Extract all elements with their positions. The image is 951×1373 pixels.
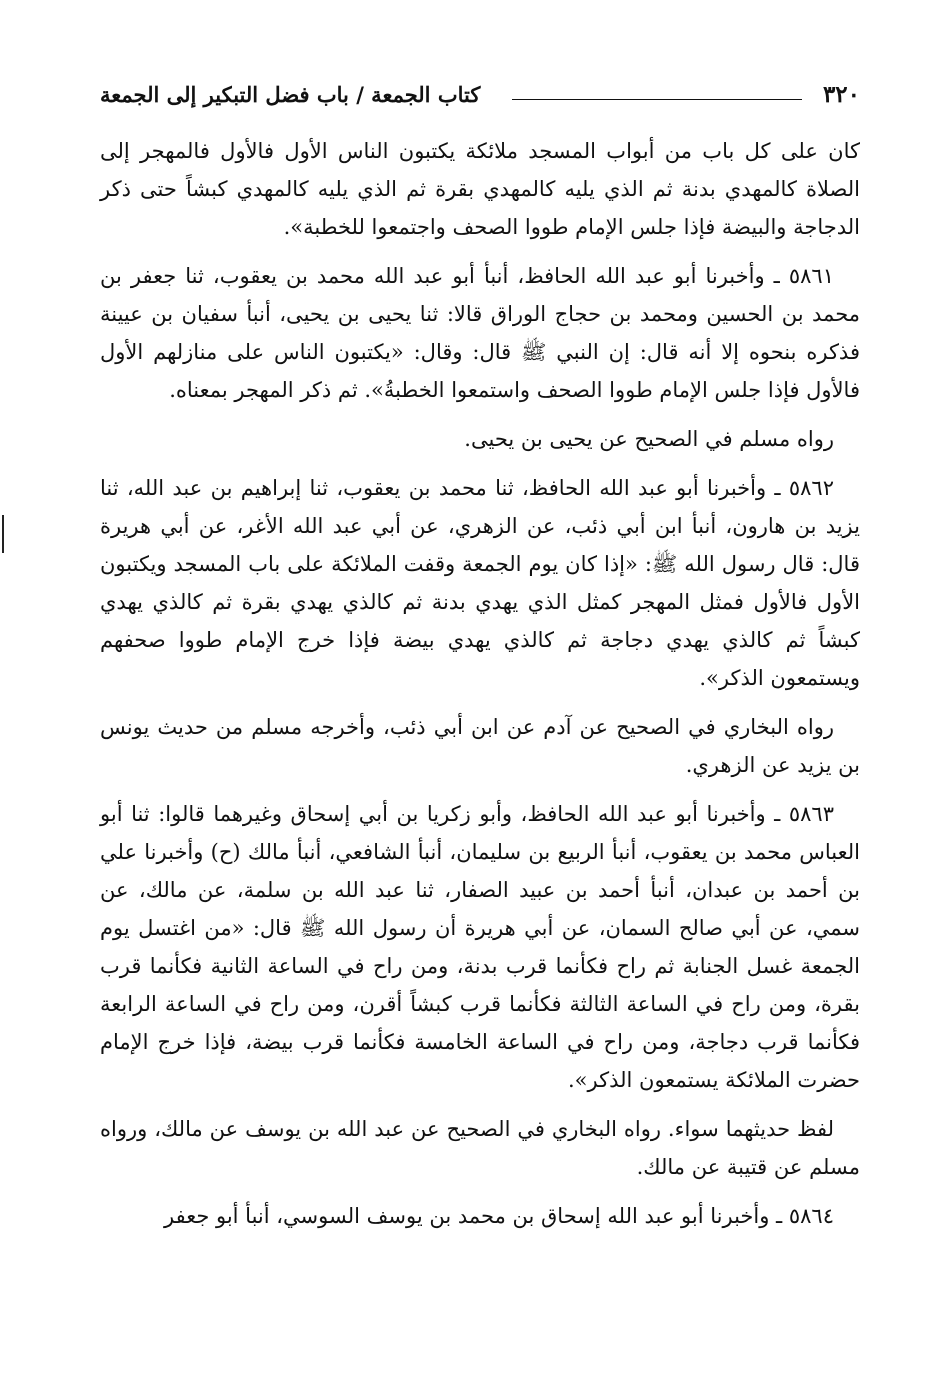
margin-mark — [2, 515, 4, 553]
running-title: كتاب الجمعة / باب فضل التبكير إلى الجمعة — [100, 82, 481, 107]
paragraph-hadith-5861: ٥٨٦١ ـ وأخبرنا أبو عبد الله الحافظ، أنبأ أبو عبد الله محمد بن يعقوب، ثنا جعفر بن محمد بن الحسين ومحمد بن حجاج الوراق قالا: ثنا يحيى بن يحيى، أنبأ سفيان بن عيينة فذكره بنحوه إلا أنه قال: إن النبي ﷺ قال: وقال: «يكتبون الناس على منازلهم الأول فالأول فإذا جلس الإمام طووا الصحف واستمعوا الخطبةُ». ثم ذكر المهجر بمعناه. — [100, 264, 860, 402]
paragraph-hadith-5864: ٥٨٦٤ ـ وأخبرنا أبو عبد الله إسحاق بن محمد بن يوسف السوسي، أنبأ أبو جعفر — [163, 1204, 834, 1228]
header-rule — [512, 99, 802, 100]
paragraph-continuation: كان على كل باب من أبواب المسجد ملائكة يكتبون الناس الأول فالأول فالمهجر إلى الصلاة كالمهدي بدنة ثم الذي يليه كالمهدي بقرة ثم الذي يليه كالمهدي كبشاً حتى ذكر الدجاجة والبيضة فإذا جلس الإمام طووا الصحف واجتمعوا للخطبة». — [100, 139, 860, 239]
paragraph-hadith-5862: ٥٨٦٢ ـ وأخبرنا أبو عبد الله الحافظ، ثنا محمد بن يعقوب، ثنا إبراهيم بن عبد الله، ثنا يزيد بن هارون، أنبأ ابن أبي ذئب، عن الزهري، عن أبي عبد الله الأغر، عن أبي هريرة قال: قال رسول الله ﷺ: «إذا كان يوم الجمعة وقفت الملائكة على باب المسجد ويكتبون الأول فالأول فمثل المهجر كمثل الذي يهدي بدنة ثم كالذي يهدي بقرة ثم كالذي يهدي كبشاً ثم كالذي يهدي دجاجة ثم كالذي يهدي بيضة فإذا خرج الإمام طووا صحفهم ويستمعون الذكر». — [100, 476, 860, 690]
page-number: ٣٢٠ — [822, 81, 860, 108]
page-body — [100, 132, 860, 1246]
paragraph-note-5862: رواه البخاري في الصحيح عن آدم عن ابن أبي ذئب، وأخرجه مسلم من حديث يونس بن يزيد عن الزهري. — [100, 715, 860, 777]
page-header — [100, 78, 860, 112]
paragraph-hadith-5863: ٥٨٦٣ ـ وأخبرنا أبو عبد الله الحافظ، وأبو زكريا بن أبي إسحاق وغيرهما قالوا: ثنا أبو العباس محمد بن يعقوب، أنبأ الربيع بن سليمان، أنبأ الشافعي، أنبأ مالك (ح) وأخبرنا علي بن أحمد بن عبدان، أنبأ أحمد بن عبيد الصفار، ثنا عبد الله بن سلمة، عن مالك، عن سمي، عن أبي صالح السمان، عن أبي هريرة أن رسول الله ﷺ قال: «من اغتسل يوم الجمعة غسل الجنابة ثم راح فكأنما قرب بدنة، ومن راح في الساعة الثانية فكأنما قرب بقرة، ومن راح في الساعة الثالثة فكأنما قرب كبشاً أقرن، ومن راح في الساعة الرابعة فكأنما قرب دجاجة، ومن راح في الساعة الخامسة فكأنما قرب بيضة، فإذا خرج الإمام حضرت الملائكة يستمعون الذكر». — [100, 802, 860, 1092]
paragraph-note-5863: لفظ حديثهما سواء. رواه البخاري في الصحيح عن عبد الله بن يوسف عن مالك، ورواه مسلم عن قتيبة عن مالك. — [100, 1117, 860, 1179]
paragraph-note-5861: رواه مسلم في الصحيح عن يحيى بن يحيى. — [464, 427, 834, 451]
